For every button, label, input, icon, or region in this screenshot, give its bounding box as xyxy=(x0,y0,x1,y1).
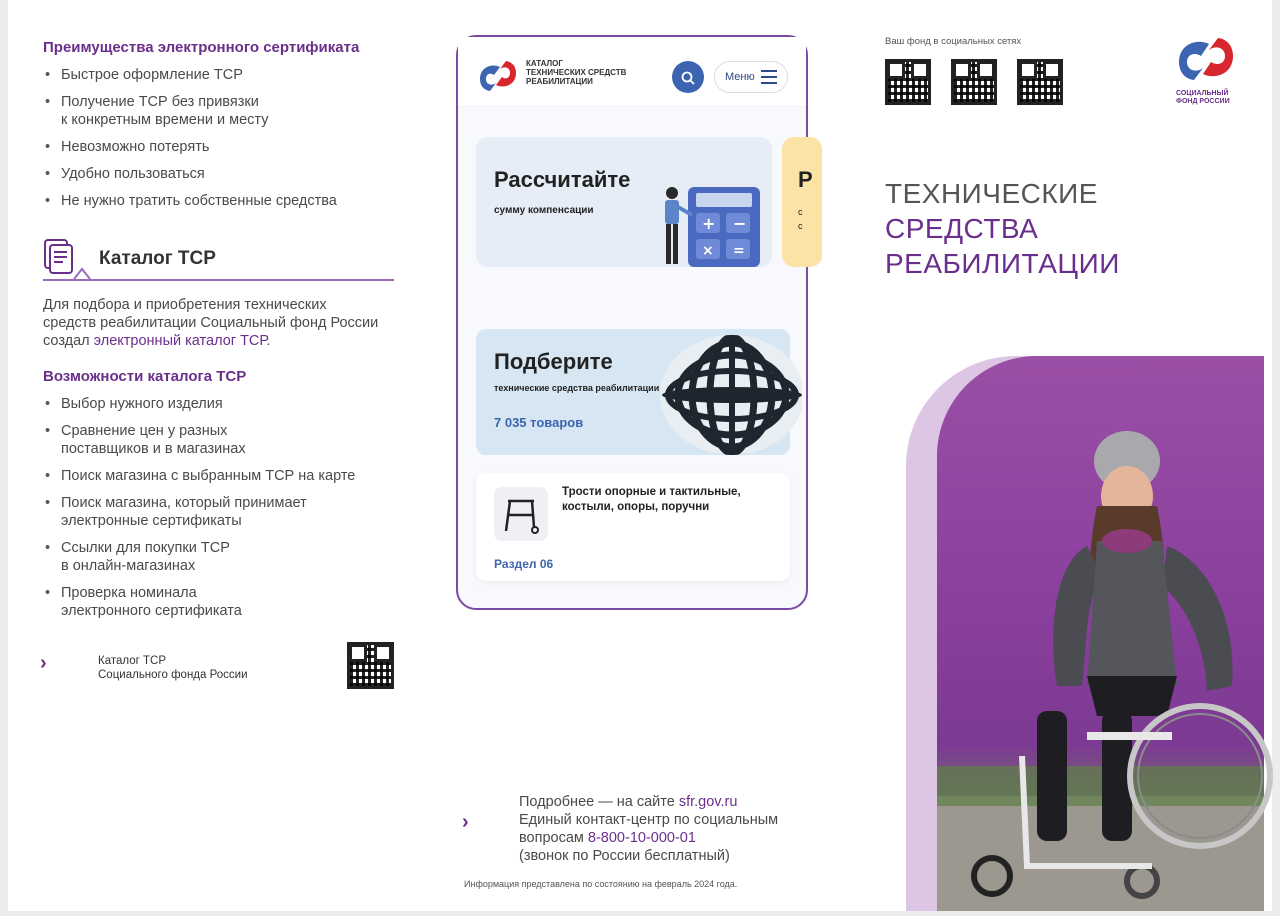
svg-text:+: + xyxy=(702,214,716,233)
info-date: Информация представлена по состоянию на февраль 2024 года. xyxy=(464,879,738,889)
pick-title: Подберите xyxy=(494,349,613,374)
search-button[interactable] xyxy=(672,61,704,93)
calculate-card[interactable] xyxy=(476,137,772,267)
catalog-title: Каталог ТСР xyxy=(99,247,216,269)
sfr-logo-icon xyxy=(1175,34,1237,86)
list-item: • Удобно пользоваться xyxy=(43,165,403,183)
svg-text:−: − xyxy=(733,214,747,233)
search-icon xyxy=(681,69,695,85)
logo-caption: СОЦИАЛЬНЫЙ ФОНД РОССИИ xyxy=(1176,90,1230,105)
list-item: • Быстрое оформление ТСР xyxy=(43,66,403,84)
phone-header xyxy=(458,37,806,107)
contact-info: Подробнее — на сайте sfr.gov.ru Единый контакт-центр по социальным вопросам 8-800-10-000-01 (звонок по России бесплатный) xyxy=(519,794,779,864)
pick-subtitle: технические средства реабилитации xyxy=(494,383,660,393)
calculator-illustration-icon xyxy=(656,179,766,269)
social-qr-code[interactable] xyxy=(885,59,931,105)
list-item: • Проверка номинала электронного сертификата xyxy=(43,584,403,620)
features-title: Возможности каталога ТСР xyxy=(43,368,247,385)
list-item: • Поиск магазина с выбранным ТСР на карте xyxy=(43,467,403,485)
features-list xyxy=(43,395,403,629)
sfr-logo-icon xyxy=(476,59,520,95)
chevron-right-icon: › xyxy=(462,811,469,833)
category-card[interactable] xyxy=(476,473,790,581)
svg-text:=: = xyxy=(733,243,745,259)
site-link[interactable]: sfr.gov.ru xyxy=(678,794,738,810)
woman-in-wheelchair-photo xyxy=(937,356,1264,911)
divider xyxy=(43,279,394,281)
advantages-list xyxy=(43,66,403,219)
catalog-qr-code[interactable] xyxy=(347,642,394,689)
pick-card[interactable] xyxy=(476,329,790,455)
list-item: • Невозможно потерять xyxy=(43,138,403,156)
hamburger-icon xyxy=(761,70,777,88)
calc-subtitle: сумму компенсации xyxy=(494,205,594,216)
catalog-link[interactable]: электронный каталог ТСР xyxy=(93,333,267,349)
catalog-intro: Для подбора и приобретения технических средств реабилитации Социальный фонд России создал электронный каталог ТСР. xyxy=(43,297,379,349)
walker-icon xyxy=(494,487,548,541)
divider-notch xyxy=(74,268,90,280)
category-title: Трости опорные и тактильные, костыли, опоры, поручни xyxy=(562,486,741,513)
advantages-title: Преимущества электронного сертификата xyxy=(43,39,360,56)
qr-caption: Каталог ТСР Социального фонда России xyxy=(98,655,248,681)
striped-sphere-icon xyxy=(652,331,802,453)
catalog-name: КАТАЛОГ ТЕХНИЧЕСКИХ СРЕДСТВ РЕАБИЛИТАЦИИ xyxy=(526,59,627,86)
phone-mockup xyxy=(456,35,813,610)
calc-title: Рассчитайте xyxy=(494,167,631,192)
product-count: 7 035 товаров xyxy=(494,415,584,430)
list-item: • Получение ТСР без привязки к конкретным времени и месту xyxy=(43,93,403,129)
list-item: • Сравнение цен у разных поставщиков и в магазинах xyxy=(43,422,403,458)
section-link[interactable]: Раздел 06 xyxy=(494,557,554,571)
list-item: • Выбор нужного изделия xyxy=(43,395,403,413)
social-qr-code[interactable] xyxy=(951,59,997,105)
list-item: • Ссылки для покупки ТСР в онлайн-магазинах xyxy=(43,539,403,575)
document-icon xyxy=(43,238,75,279)
social-label: Ваш фонд в социальных сетях xyxy=(885,36,1022,47)
page-title: ТЕХНИЧЕСКИЕ СРЕДСТВА РЕАБИЛИТАЦИИ xyxy=(885,178,1120,279)
menu-label: Меню xyxy=(725,71,755,83)
list-item: • Не нужно тратить собственные средства xyxy=(43,192,403,210)
list-item: • Поиск магазина, который принимает электронные сертификаты xyxy=(43,494,403,530)
chevron-right-icon: › xyxy=(40,652,47,674)
catalog-header xyxy=(43,238,216,279)
phone-number[interactable]: 8-800-10-000-01 xyxy=(587,830,696,846)
walker-box xyxy=(494,487,548,541)
svg-text:×: × xyxy=(702,243,714,259)
menu-button[interactable] xyxy=(714,61,788,93)
next-card-peek[interactable]: Р с с xyxy=(782,137,822,267)
person-illustration-icon xyxy=(937,356,1264,911)
social-qr-code[interactable] xyxy=(1017,59,1063,105)
